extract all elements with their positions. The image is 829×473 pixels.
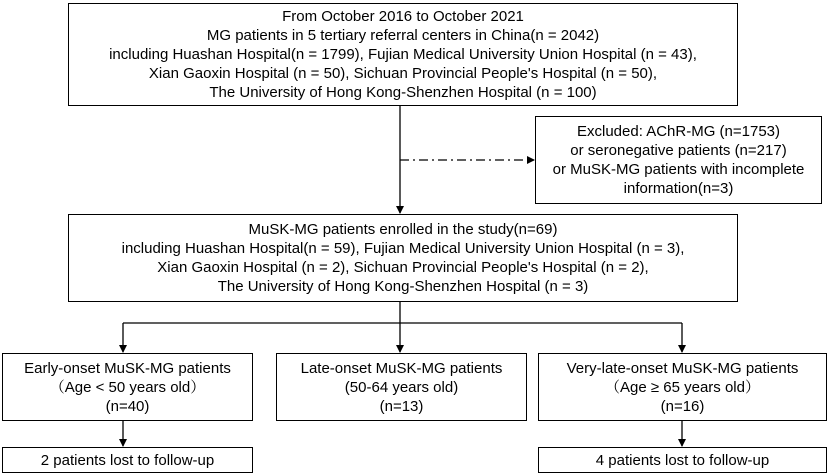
enrolled-line-4: The University of Hong Kong-Shenzhen Hospital (n = 3) — [217, 278, 589, 295]
early-onset-group-box — [2, 353, 253, 421]
late-onset-age: (50-64 years old) — [344, 378, 459, 396]
late-onset-group-box — [276, 353, 527, 421]
very-late-onset-count: (n=16) — [660, 397, 705, 415]
enrolled-line-3: Xian Gaoxin Hospital (n = 2), Sichuan Provincial People's Hospital (n = 2), — [157, 259, 649, 276]
enrolled-line-1: MuSK-MG patients enrolled in the study(n=69) — [248, 221, 558, 238]
excluded-line-4: information(n=3) — [623, 180, 734, 197]
enrolled-patients-box — [68, 214, 738, 302]
early-onset-age: （Age < 50 years old） — [49, 378, 206, 396]
top-box-line-5: The University of Hong Kong-Shenzhen Hospital (n = 100) — [209, 84, 597, 101]
excluded-line-2: or seronegative patients (n=217) — [570, 142, 787, 159]
mg-patients-source-box — [68, 3, 738, 106]
top-box-line-1: From October 2016 to October 2021 — [282, 8, 524, 25]
early-onset-count: (n=40) — [105, 397, 150, 415]
enrolled-line-2: including Huashan Hospital(n = 59), Fujian Medical University Union Hospital (n = 3), — [121, 240, 685, 257]
excluded-line-3: or MuSK-MG patients with incomplete — [552, 161, 805, 178]
very-late-onset-title: Very-late-onset MuSK-MG patients — [566, 359, 799, 377]
very-late-lost-followup-box — [538, 447, 827, 473]
excluded-line-1: Excluded: AChR-MG (n=1753) — [576, 123, 780, 140]
top-box-line-2: MG patients in 5 tertiary referral centers in China(n = 2042) — [206, 27, 600, 44]
early-lost-followup-box — [2, 447, 253, 473]
early-lost-followup-text: 2 patients lost to follow-up — [40, 451, 215, 469]
very-late-onset-age: （Age ≥ 65 years old） — [605, 378, 760, 396]
excluded-patients-box — [535, 116, 822, 204]
top-box-line-4: Xian Gaoxin Hospital (n = 50), Sichuan Provincial People's Hospital (n = 50), — [148, 65, 658, 82]
very-late-onset-group-box — [538, 353, 827, 421]
late-onset-count: (n=13) — [379, 397, 424, 415]
early-onset-title: Early-onset MuSK-MG patients — [24, 359, 231, 377]
late-onset-title: Late-onset MuSK-MG patients — [300, 359, 503, 377]
very-late-lost-followup-text: 4 patients lost to follow-up — [595, 451, 770, 469]
top-box-line-3: including Huashan Hospital(n = 1799), Fujian Medical University Union Hospital (n = 43), — [109, 46, 697, 63]
